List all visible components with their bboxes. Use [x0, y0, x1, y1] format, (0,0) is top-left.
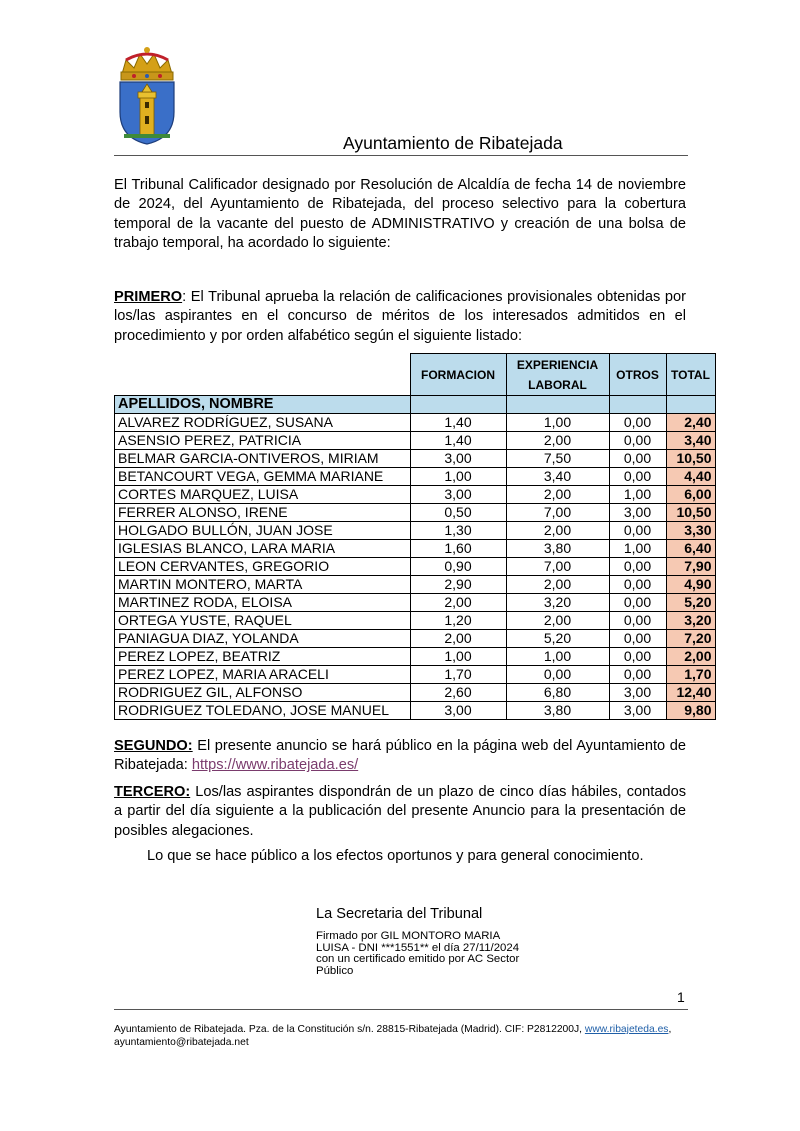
- table-body: [115, 414, 716, 720]
- formacion-cell: 1,70: [410, 666, 506, 684]
- table-row: [115, 702, 716, 720]
- signature-line: Firmado por GIL MONTORO MARIA: [316, 930, 501, 942]
- experiencia-cell: 7,00: [506, 558, 609, 576]
- total-cell: 7,20: [666, 630, 715, 648]
- total-cell: 4,40: [666, 468, 715, 486]
- page-title: Ayuntamiento de Ribatejada: [343, 133, 563, 153]
- applicant-name-cell: PEREZ LOPEZ, MARIA ARACELI: [115, 666, 411, 684]
- applicant-name-cell: ALVAREZ RODRÍGUEZ, SUSANA: [115, 414, 411, 432]
- primero-text: : El Tribunal aprueba la relación de calificaciones provisionales obtenidas por los/las aspirantes en el concurso de méritos de los interesados admitidos en el procedimiento y por orden alfabético según el siguiente listado:: [114, 289, 686, 344]
- header-divider: [114, 155, 688, 156]
- footer-comma: ,: [668, 1024, 672, 1035]
- formacion-cell: 1,40: [410, 432, 506, 450]
- total-cell: 3,40: [666, 432, 715, 450]
- table-row: [115, 630, 716, 648]
- total-cell: 2,00: [666, 648, 715, 666]
- otros-cell: 3,00: [609, 504, 666, 522]
- applicant-name-cell: MARTINEZ RODA, ELOISA: [115, 594, 411, 612]
- applicant-name-cell: HOLGADO BULLÓN, JUAN JOSE: [115, 522, 411, 540]
- table-row: [115, 450, 716, 468]
- segundo-label: SEGUNDO:: [114, 738, 193, 754]
- applicant-name-cell: CORTES MARQUEZ, LUISA: [115, 486, 411, 504]
- total-cell: 6,00: [666, 486, 715, 504]
- experiencia-cell: 2,00: [506, 612, 609, 630]
- digital-signature: [316, 931, 519, 977]
- signature-title: La Secretaria del Tribunal: [316, 906, 483, 922]
- formacion-cell: 1,40: [410, 414, 506, 432]
- column-header-otros: OTROS: [609, 354, 666, 396]
- column-header-experiencia: [506, 354, 609, 396]
- applicant-name-cell: LEON CERVANTES, GREGORIO: [115, 558, 411, 576]
- experiencia-cell: 3,80: [506, 702, 609, 720]
- intro-paragraph: El Tribunal Calificador designado por Resolución de Alcaldía de fecha 14 de noviembre de 2024, del Ayuntamiento de Ribatejada, del proceso selectivo para la cobertura temporal de la vacante del puesto de ADMINISTRATIVO y creación de una bolsa de trabajo temporal, ha acordado lo siguiente:: [114, 177, 686, 252]
- table-row: [115, 612, 716, 630]
- formacion-cell: 2,90: [410, 576, 506, 594]
- scores-table: [114, 353, 716, 720]
- table-row: [115, 648, 716, 666]
- coat-of-arms-logo: [112, 46, 182, 146]
- experiencia-cell: 1,00: [506, 648, 609, 666]
- otros-cell: 0,00: [609, 612, 666, 630]
- formacion-cell: 3,00: [410, 486, 506, 504]
- otros-cell: 0,00: [609, 432, 666, 450]
- experiencia-cell: 2,00: [506, 432, 609, 450]
- experiencia-cell: 3,20: [506, 594, 609, 612]
- closing-sentence: Lo que se hace público a los efectos oportunos y para general conocimiento.: [147, 848, 644, 864]
- column-header-total: TOTAL: [666, 354, 715, 396]
- segundo-text: El presente anuncio se hará público en la página web del Ayuntamiento de Ribatejada:: [114, 738, 686, 774]
- otros-cell: 0,00: [609, 666, 666, 684]
- total-cell: 12,40: [666, 684, 715, 702]
- applicant-name-cell: PEREZ LOPEZ, BEATRIZ: [115, 648, 411, 666]
- total-cell: 10,50: [666, 450, 715, 468]
- table-row: [115, 684, 716, 702]
- otros-cell: 0,00: [609, 468, 666, 486]
- column-header-formacion: FORMACION: [410, 354, 506, 396]
- page-number: 1: [677, 989, 685, 1005]
- table-row: [115, 432, 716, 450]
- otros-cell: 0,00: [609, 594, 666, 612]
- formacion-cell: 2,00: [410, 630, 506, 648]
- table-row: [115, 486, 716, 504]
- applicant-name-cell: PANIAGUA DIAZ, YOLANDA: [115, 630, 411, 648]
- tercero-paragraph: [114, 783, 686, 841]
- segundo-paragraph: [114, 737, 686, 776]
- formacion-cell: 1,20: [410, 612, 506, 630]
- table-row: [115, 504, 716, 522]
- table-row: [115, 576, 716, 594]
- table-row: [115, 468, 716, 486]
- total-cell: 1,70: [666, 666, 715, 684]
- experiencia-cell: 2,00: [506, 522, 609, 540]
- formacion-cell: 1,00: [410, 648, 506, 666]
- total-cell: 9,80: [666, 702, 715, 720]
- experiencia-line-2: LABORAL: [528, 377, 587, 392]
- signature-line: con un certificado emitido por AC Sector: [316, 953, 520, 966]
- experiencia-cell: 3,80: [506, 540, 609, 558]
- table-row: [115, 558, 716, 576]
- primero-label: PRIMERO: [114, 289, 183, 305]
- applicant-name-cell: MARTIN MONTERO, MARTA: [115, 576, 411, 594]
- otros-cell: 3,00: [609, 684, 666, 702]
- otros-cell: 0,00: [609, 414, 666, 432]
- total-cell: 6,40: [666, 540, 715, 558]
- applicant-name-cell: IGLESIAS BLANCO, LARA MARIA: [115, 540, 411, 558]
- page-footer: [114, 1023, 694, 1049]
- total-cell: 10,50: [666, 504, 715, 522]
- experiencia-cell: 2,00: [506, 576, 609, 594]
- otros-cell: 1,00: [609, 540, 666, 558]
- experiencia-line-1: EXPERIENCIA: [516, 357, 599, 372]
- experiencia-cell: 6,80: [506, 684, 609, 702]
- experiencia-cell: 2,00: [506, 486, 609, 504]
- otros-cell: 0,00: [609, 558, 666, 576]
- formacion-cell: 1,00: [410, 468, 506, 486]
- table-row: [115, 414, 716, 432]
- table-subheader-row: [115, 396, 716, 414]
- table-header-row: [115, 354, 716, 396]
- formacion-cell: 3,00: [410, 702, 506, 720]
- subheader-blank: [506, 396, 609, 414]
- formacion-cell: 0,50: [410, 504, 506, 522]
- primero-paragraph: [114, 288, 686, 346]
- otros-cell: 0,00: [609, 630, 666, 648]
- formacion-cell: 2,60: [410, 684, 506, 702]
- experiencia-cell: 0,00: [506, 666, 609, 684]
- formacion-cell: 1,60: [410, 540, 506, 558]
- subheader-blank: [609, 396, 666, 414]
- formacion-cell: 3,00: [410, 450, 506, 468]
- applicant-name-cell: FERRER ALONSO, IRENE: [115, 504, 411, 522]
- experiencia-cell: 7,00: [506, 504, 609, 522]
- table-row: [115, 666, 716, 684]
- tercero-label: TERCERO:: [114, 784, 191, 800]
- total-cell: 7,90: [666, 558, 715, 576]
- applicant-name-cell: BELMAR GARCIA-ONTIVEROS, MIRIAM: [115, 450, 411, 468]
- total-cell: 2,40: [666, 414, 715, 432]
- otros-cell: 0,00: [609, 450, 666, 468]
- experiencia-cell: 3,40: [506, 468, 609, 486]
- footer-email: ayuntamiento@ribatejada.net: [114, 1037, 249, 1048]
- column-header-name: APELLIDOS, NOMBRE: [115, 396, 411, 414]
- formacion-cell: 0,90: [410, 558, 506, 576]
- footer-website-link[interactable]: www.ribajeteda.es: [584, 1024, 669, 1035]
- header-blank-cell: [115, 354, 411, 396]
- total-cell: 5,20: [666, 594, 715, 612]
- otros-cell: 1,00: [609, 486, 666, 504]
- otros-cell: 3,00: [609, 702, 666, 720]
- table-row: [115, 522, 716, 540]
- signature-line: Público: [316, 964, 354, 977]
- total-cell: 3,30: [666, 522, 715, 540]
- subheader-blank: [666, 396, 715, 414]
- otros-cell: 0,00: [609, 522, 666, 540]
- footer-divider: [114, 1009, 688, 1010]
- applicant-name-cell: ORTEGA YUSTE, RAQUEL: [115, 612, 411, 630]
- signature-line: LUISA - DNI ***1551** el día 27/11/2024: [316, 941, 520, 954]
- table-row: [115, 540, 716, 558]
- applicant-name-cell: BETANCOURT VEGA, GEMMA MARIANE: [115, 468, 411, 486]
- experiencia-cell: 7,50: [506, 450, 609, 468]
- formacion-cell: 1,30: [410, 522, 506, 540]
- otros-cell: 0,00: [609, 648, 666, 666]
- applicant-name-cell: RODRIGUEZ GIL, ALFONSO: [115, 684, 411, 702]
- website-link[interactable]: https://www.ribatejada.es/: [191, 757, 359, 774]
- total-cell: 3,20: [666, 612, 715, 630]
- experiencia-cell: 1,00: [506, 414, 609, 432]
- subheader-blank: [410, 396, 506, 414]
- formacion-cell: 2,00: [410, 594, 506, 612]
- applicant-name-cell: ASENSIO PEREZ, PATRICIA: [115, 432, 411, 450]
- table-row: [115, 594, 716, 612]
- applicant-name-cell: RODRIGUEZ TOLEDANO, JOSE MANUEL: [115, 702, 411, 720]
- total-cell: 4,90: [666, 576, 715, 594]
- otros-cell: 0,00: [609, 576, 666, 594]
- footer-address: Ayuntamiento de Ribatejada. Pza. de la Constitución s/n. 28815-Ribatejada (Madrid). CIF: P2812200J,: [114, 1024, 585, 1035]
- experiencia-cell: 5,20: [506, 630, 609, 648]
- tercero-text: Los/las aspirantes dispondrán de un plazo de cinco días hábiles, contados a partir del día siguiente a la publicación del presente Anuncio para la presentación de posibles alegaciones.: [114, 784, 686, 839]
